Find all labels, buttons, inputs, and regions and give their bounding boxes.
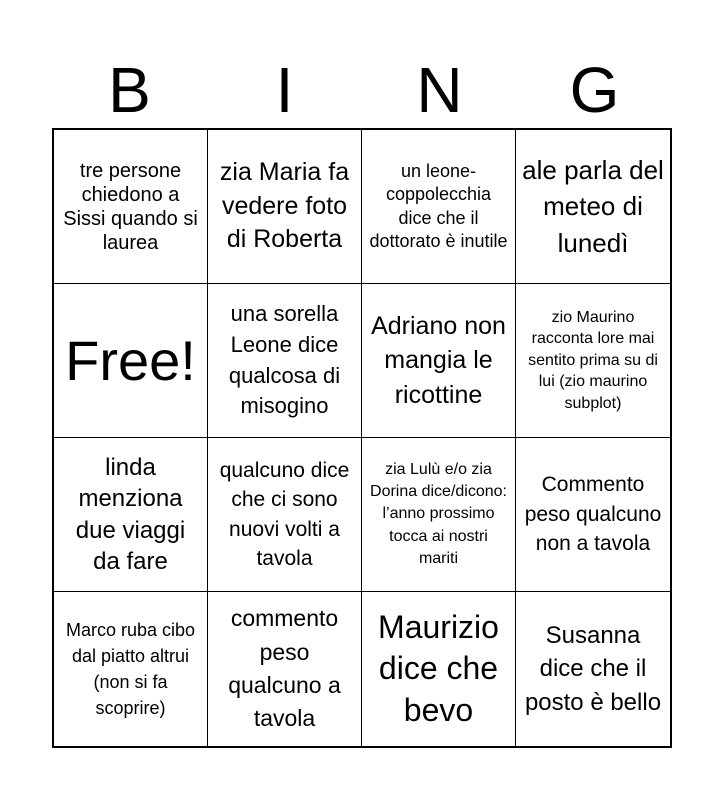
bingo-cell-text: Commento peso qualcuno non a tavola: [524, 473, 662, 556]
bingo-cell[interactable]: [208, 592, 362, 746]
bingo-cell[interactable]: [208, 284, 362, 438]
header-letter-n: N: [416, 54, 463, 126]
bingo-header: [52, 52, 672, 128]
bingo-cell[interactable]: [54, 438, 208, 592]
bingo-cell-text: qualcuno dice che ci sono nuovi volti a tavola: [219, 458, 350, 570]
bingo-cell-text: un leone-coppolecchia dice che il dottorato è inutile: [369, 160, 508, 251]
bingo-cell[interactable]: [362, 438, 516, 592]
bingo-cell-free[interactable]: [54, 284, 208, 438]
bingo-cell[interactable]: [516, 284, 670, 438]
bingo-cell-text: zia Lulù e/o zia Dorina dice/dicono: l’anno prossimo tocca ai nostri mariti: [370, 461, 507, 567]
bingo-cell-text: Susanna dice che il posto è bello: [524, 621, 662, 716]
bingo-cell-text: Maurizio dice che bevo: [378, 608, 499, 728]
bingo-cell[interactable]: [54, 592, 208, 746]
bingo-cell[interactable]: [516, 592, 670, 746]
bingo-cell-text: commento peso qualcuno a tavola: [228, 605, 341, 732]
bingo-cell[interactable]: [362, 130, 516, 284]
header-letter-i: I: [275, 54, 294, 126]
bingo-card: [52, 128, 672, 748]
bingo-cell-text: linda menziona due viaggi da fare: [75, 454, 186, 575]
bingo-cell[interactable]: [54, 130, 208, 284]
free-space-text: Free!: [65, 328, 196, 392]
bingo-cell-text: Marco ruba cibo dal piatto altrui (non si fa scoprire): [65, 619, 196, 719]
bingo-cell-text: una sorella Leone dice qualcosa di misogino: [228, 300, 341, 419]
bingo-cell-text: zio Maurino racconta lore mai sentito prima su di lui (zio maurino subplot): [528, 308, 658, 412]
bingo-cell[interactable]: [208, 438, 362, 592]
bingo-cell[interactable]: [516, 438, 670, 592]
bingo-cell-text: Adriano non mangia le ricottine: [371, 311, 506, 409]
header-letter-g: G: [569, 54, 620, 126]
bingo-cell[interactable]: [208, 130, 362, 284]
header-letter-b: B: [108, 54, 151, 126]
bingo-cell[interactable]: [516, 130, 670, 284]
bingo-cell-text: zia Maria fa vedere foto di Roberta: [219, 157, 350, 254]
bingo-cell[interactable]: [362, 284, 516, 438]
bingo-cell-text: tre persone chiedono a Sissi quando si laurea: [63, 159, 198, 254]
bingo-cell-text: ale parla del meteo di lunedì: [522, 154, 664, 258]
bingo-cell[interactable]: [362, 592, 516, 746]
